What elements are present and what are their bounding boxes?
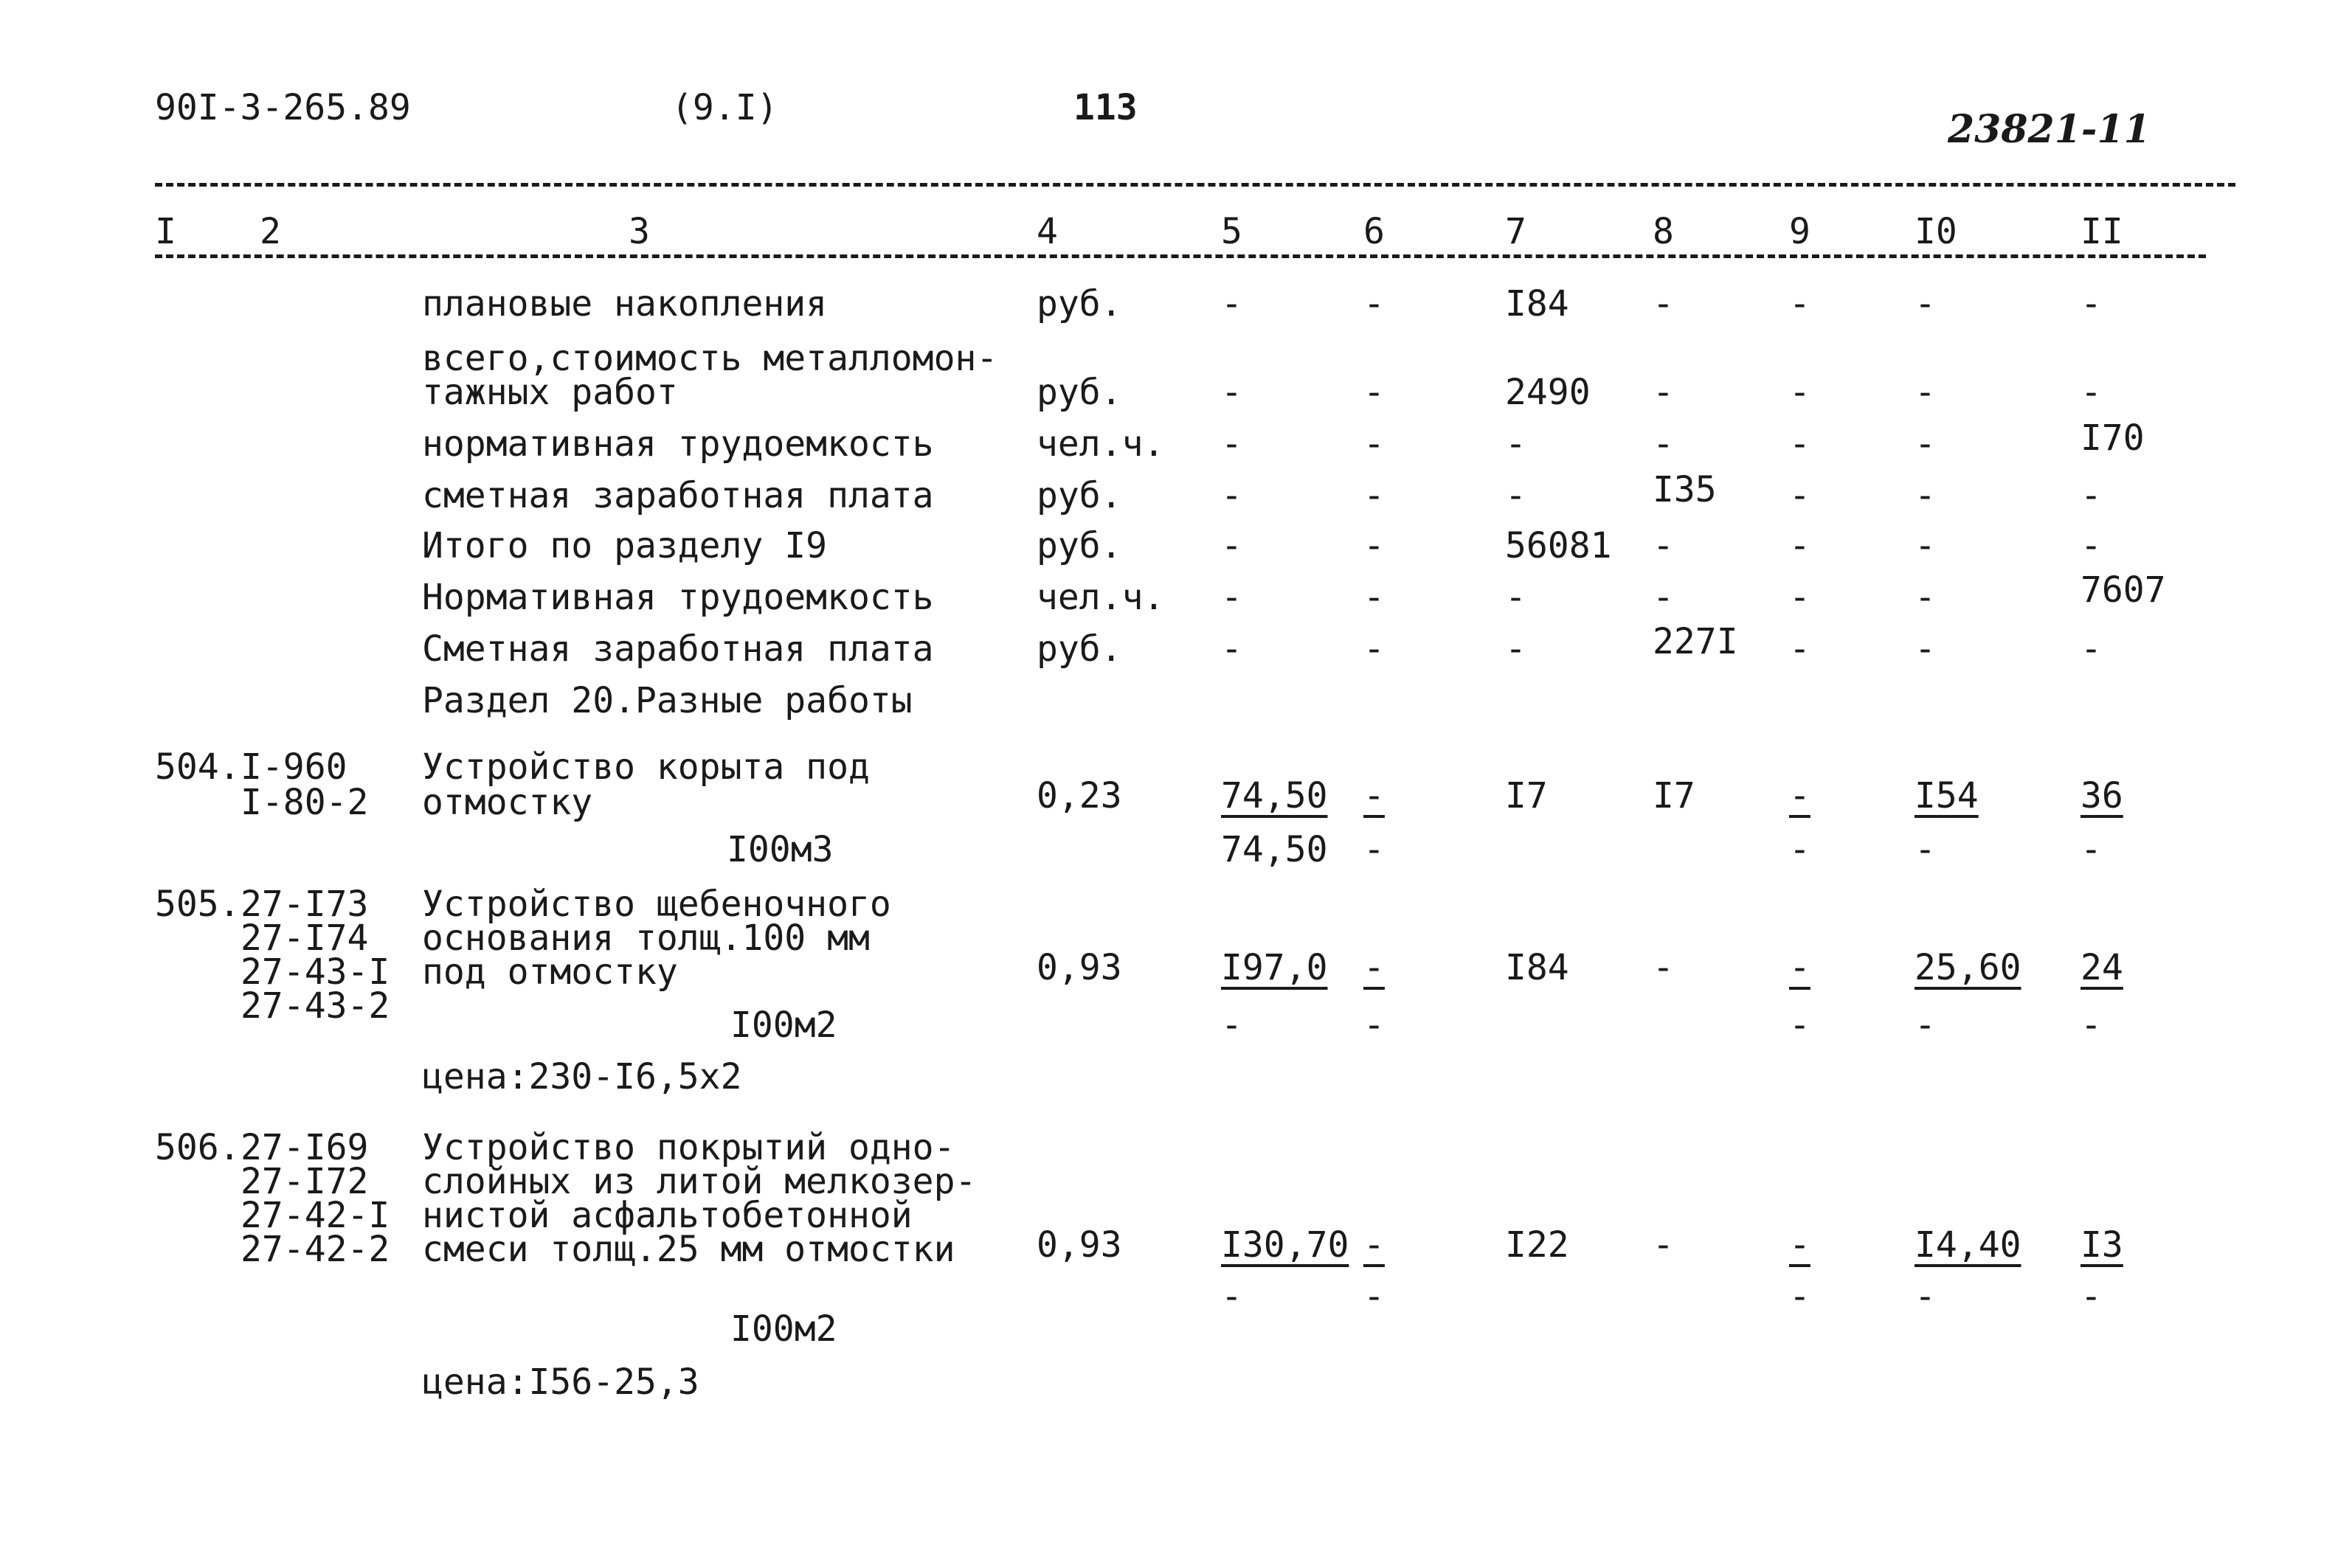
- section-number: (9.I): [671, 87, 778, 128]
- item-description-line: отмостку: [422, 782, 593, 823]
- cell-10-bottom: -: [1915, 829, 1936, 870]
- cell-5-bottom: -: [1221, 1005, 1242, 1046]
- cell-10: -: [1915, 525, 1936, 566]
- item-code: 27-I72: [241, 1161, 369, 1202]
- cell-10: -: [1915, 475, 1936, 516]
- document-code: 90I-3-265.89: [155, 87, 411, 128]
- item-quantity: 0,93: [1037, 1224, 1122, 1266]
- cell-7: -: [1505, 423, 1526, 465]
- item-code: 27-43-2: [241, 985, 390, 1027]
- row-unit: чел.ч.: [1037, 423, 1165, 465]
- cell-7: I7: [1505, 775, 1548, 816]
- cell-10-top: I4,40: [1915, 1224, 2021, 1266]
- item-code: 27-42-2: [241, 1229, 390, 1270]
- cell-9-top: -: [1789, 1224, 1810, 1266]
- cell-11: 7607: [2081, 569, 2166, 611]
- cell-9-bottom: -: [1789, 1005, 1810, 1046]
- cell-11-bottom: -: [2081, 1005, 2102, 1046]
- item-description-line: нистой асфальтобетонной: [422, 1195, 913, 1236]
- cell-9-top: -: [1789, 947, 1810, 988]
- item-price-formula: цена:230-I6,5х2: [422, 1056, 742, 1097]
- row-unit: руб.: [1037, 372, 1122, 413]
- column-heading-5: 5: [1221, 211, 1242, 252]
- item-description-line: Устройство покрытий одно-: [422, 1127, 955, 1168]
- cell-9: -: [1789, 423, 1810, 465]
- cell-8: -: [1653, 525, 1674, 566]
- cell-7: I84: [1505, 947, 1569, 988]
- cell-6-top: -: [1363, 1224, 1385, 1266]
- cell-5: -: [1221, 577, 1242, 618]
- row-name-line1: всего,стоимость металломон-: [422, 338, 998, 379]
- item-code: 27-I73: [241, 884, 369, 925]
- cell-9: -: [1789, 577, 1810, 618]
- cell-6-top: -: [1363, 775, 1385, 816]
- item-number: 504.: [155, 746, 241, 788]
- row-unit: чел.ч.: [1037, 577, 1165, 618]
- column-heading-11: II: [2081, 211, 2123, 252]
- cell-10: -: [1915, 423, 1936, 465]
- cell-9: -: [1789, 525, 1810, 566]
- column-heading-6: 6: [1363, 211, 1385, 252]
- cell-7: 56081: [1505, 525, 1612, 566]
- cell-5-bottom: -: [1221, 1276, 1242, 1317]
- item-quantity: 0,23: [1037, 775, 1122, 816]
- item-code: 27-I74: [241, 917, 369, 959]
- cell-11: -: [2081, 475, 2102, 516]
- cell-8: 227I: [1653, 621, 1738, 662]
- item-description-line: Устройство корыта под: [422, 746, 870, 788]
- row-name-line2: тажных работ: [422, 372, 678, 413]
- cell-5: -: [1221, 372, 1242, 413]
- column-heading-7: 7: [1505, 211, 1526, 252]
- cell-10: -: [1915, 628, 1936, 670]
- cell-7: -: [1505, 475, 1526, 516]
- item-number: 505.: [155, 884, 241, 925]
- item-price-formula: цена:I56-25,3: [422, 1361, 699, 1403]
- cell-10: -: [1915, 283, 1936, 325]
- item-code: 27-42-I: [241, 1195, 390, 1236]
- cell-11: -: [2081, 628, 2102, 670]
- cell-7: I84: [1505, 283, 1569, 325]
- cell-6: -: [1363, 283, 1385, 325]
- cell-8: -: [1653, 372, 1674, 413]
- cell-7: -: [1505, 628, 1526, 670]
- cell-7: I22: [1505, 1224, 1569, 1266]
- column-heading-4: 4: [1037, 211, 1058, 252]
- item-quantity: 0,93: [1037, 947, 1122, 988]
- item-code: I-80-2: [241, 782, 369, 823]
- cell-10: -: [1915, 372, 1936, 413]
- cell-6-bottom: -: [1363, 1005, 1385, 1046]
- cell-6: -: [1363, 577, 1385, 618]
- item-measure-unit: I00м2: [730, 1308, 837, 1350]
- cell-8: -: [1653, 1224, 1674, 1266]
- row-unit: руб.: [1037, 283, 1122, 325]
- cell-8: I35: [1653, 469, 1717, 510]
- row-unit: руб.: [1037, 525, 1122, 566]
- cell-5-top: 74,50: [1221, 775, 1328, 816]
- section-title: Раздел 20.Разные работы: [422, 680, 913, 721]
- item-code: I-960: [241, 746, 347, 788]
- cell-9-bottom: -: [1789, 829, 1810, 870]
- item-number: 506.: [155, 1127, 241, 1168]
- item-description-line: слойных из литой мелкозер-: [422, 1161, 977, 1202]
- cell-10-bottom: -: [1915, 1005, 1936, 1046]
- cell-8: -: [1653, 577, 1674, 618]
- row-name: сметная заработная плата: [422, 475, 934, 516]
- cell-11-bottom: -: [2081, 1276, 2102, 1317]
- cell-11-top: 24: [2081, 947, 2123, 988]
- column-heading-2: 2: [260, 211, 281, 252]
- cell-10: -: [1915, 577, 1936, 618]
- cell-8: -: [1653, 947, 1674, 988]
- cell-5: -: [1221, 525, 1242, 566]
- column-heading-8: 8: [1653, 211, 1674, 252]
- cell-9-top: -: [1789, 775, 1810, 816]
- cell-6: -: [1363, 423, 1385, 465]
- top-dashed-rule: [155, 183, 2235, 187]
- cell-11-top: I3: [2081, 1224, 2123, 1266]
- cell-9: -: [1789, 372, 1810, 413]
- cell-7: 2490: [1505, 372, 1591, 413]
- cell-5: -: [1221, 423, 1242, 465]
- cell-9: -: [1789, 475, 1810, 516]
- cell-5: -: [1221, 283, 1242, 325]
- cell-11-top: 36: [2081, 775, 2123, 816]
- cell-8: I7: [1653, 775, 1695, 816]
- cell-8: -: [1653, 423, 1674, 465]
- header-dashed-rule: [155, 254, 2206, 258]
- item-description-line: смеси толщ.25 мм отмостки: [422, 1229, 955, 1270]
- cell-5-top: I97,0: [1221, 947, 1328, 988]
- item-code: 27-43-I: [241, 951, 390, 993]
- cell-11: -: [2081, 372, 2102, 413]
- item-measure-unit: I00м3: [727, 829, 834, 870]
- row-name: Итого по разделу I9: [422, 525, 828, 566]
- cell-6: -: [1363, 475, 1385, 516]
- cell-10-top: 25,60: [1915, 947, 2021, 988]
- item-description-line: основания толщ.100 мм: [422, 917, 870, 959]
- item-measure-unit: I00м2: [730, 1005, 837, 1046]
- row-name: плановые накопления: [422, 283, 828, 325]
- cell-5: -: [1221, 628, 1242, 670]
- cell-7: -: [1505, 577, 1526, 618]
- item-description-line: под отмостку: [422, 951, 678, 993]
- row-name: Нормативная трудоемкость: [422, 577, 934, 618]
- cell-5-bottom: 74,50: [1221, 829, 1328, 870]
- cell-6-bottom: -: [1363, 829, 1385, 870]
- cell-11: -: [2081, 283, 2102, 325]
- cell-6-bottom: -: [1363, 1276, 1385, 1317]
- row-name: Сметная заработная плата: [422, 628, 934, 670]
- handwritten-note: 23821-11: [1948, 107, 2151, 152]
- cell-9-bottom: -: [1789, 1276, 1810, 1317]
- cell-5-top: I30,70: [1221, 1224, 1349, 1266]
- cell-8: -: [1653, 283, 1674, 325]
- cell-9: -: [1789, 283, 1810, 325]
- page-number: 113: [1073, 87, 1138, 128]
- cell-11: -: [2081, 525, 2102, 566]
- item-code: 27-I69: [241, 1127, 369, 1168]
- row-name: нормативная трудоемкость: [422, 423, 934, 465]
- column-heading-1: I: [155, 211, 176, 252]
- cell-10-bottom: -: [1915, 1276, 1936, 1317]
- cell-6-top: -: [1363, 947, 1385, 988]
- item-description-line: Устройство щебеночного: [422, 884, 891, 925]
- cell-10-top: I54: [1915, 775, 1979, 816]
- cell-11: I70: [2081, 417, 2145, 459]
- row-unit: руб.: [1037, 475, 1122, 516]
- cell-6: -: [1363, 372, 1385, 413]
- cell-11-bottom: -: [2081, 829, 2102, 870]
- row-unit: руб.: [1037, 628, 1122, 670]
- cell-5: -: [1221, 475, 1242, 516]
- cell-9: -: [1789, 628, 1810, 670]
- cell-6: -: [1363, 628, 1385, 670]
- column-heading-9: 9: [1789, 211, 1810, 252]
- column-heading-3: 3: [629, 211, 650, 252]
- column-heading-10: I0: [1915, 211, 1957, 252]
- cell-6: -: [1363, 525, 1385, 566]
